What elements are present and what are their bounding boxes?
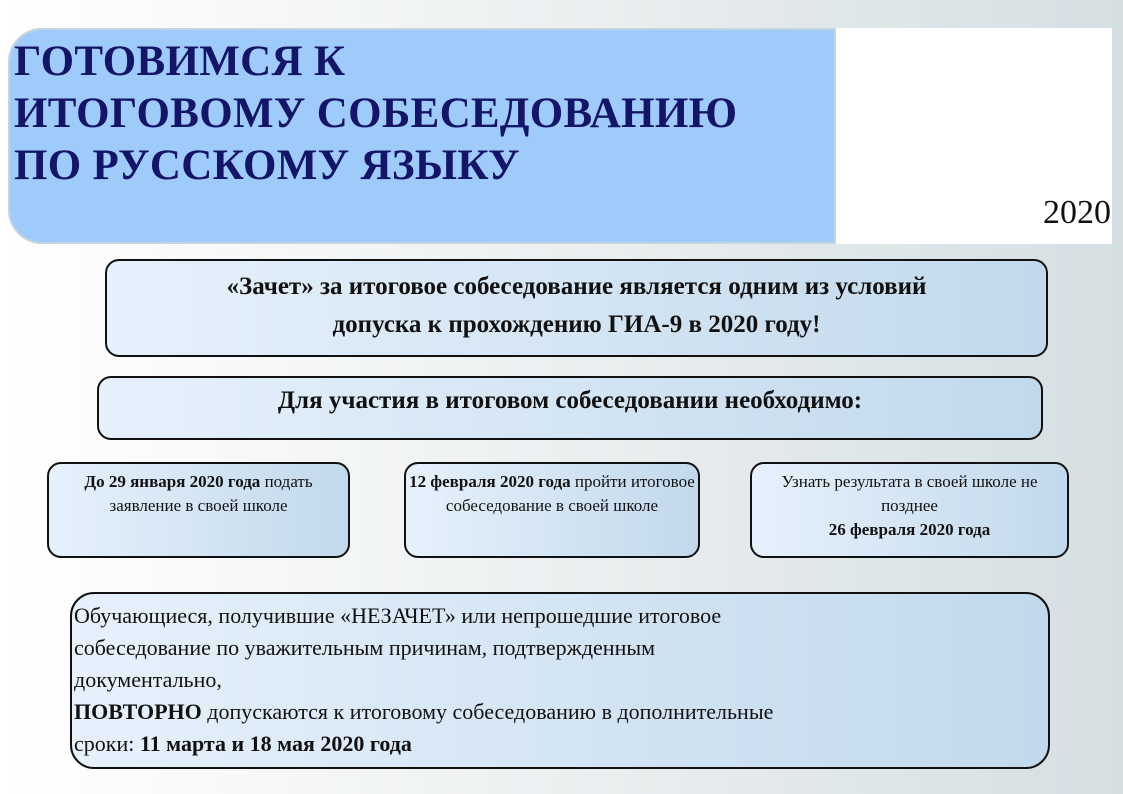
year-label: 2020: [1043, 194, 1111, 231]
retake-line-5: [74, 728, 1040, 760]
title-line-3: ПО РУССКОМУ ЯЗЫКУ: [14, 142, 520, 189]
retake-emphasis: ПОВТОРНО: [74, 699, 202, 724]
title-line-2: ИТОГОВОМУ СОБЕСЕДОВАНИЮ: [14, 90, 738, 137]
requirements-heading: Для участия в итоговом собеседовании необходимо:: [277, 387, 863, 414]
step-2-date: 12 февраля 2020 года: [409, 472, 571, 491]
retake-line-1: Обучающиеся, получившие «НЕЗАЧЕТ» или непрошедшие итоговое: [74, 603, 722, 628]
retake-line-3: документально,: [74, 667, 222, 692]
step-interview-box: [404, 462, 700, 558]
retake-line-2: собеседование по уважительным причинам, подтвержденным: [74, 635, 656, 660]
page-title: [14, 36, 737, 192]
retake-line-4: [74, 696, 1040, 728]
admission-line-2: допуска к прохождению ГИА-9 в 2020 году!: [332, 311, 821, 338]
retake-line-4-rest: допускаются к итоговому собеседованию в дополнительные: [201, 699, 774, 724]
step-1-date: До 29 января 2020 года: [84, 472, 261, 491]
step-3-text: Узнать результата в своей школе не позднее: [781, 472, 1038, 515]
retake-dates-prefix: сроки:: [74, 731, 140, 756]
step-3-date: 26 февраля 2020 года: [828, 520, 991, 539]
requirements-heading-box: [97, 376, 1043, 440]
step-results-box: [750, 462, 1069, 558]
admission-line-1: «Зачет» за итоговое собеседование является одним из условий: [226, 273, 927, 300]
step-application-box: [47, 462, 350, 558]
retake-info-box: [70, 592, 1050, 769]
step-2-text: пройти итоговое собеседование в своей школе: [445, 472, 695, 515]
admission-condition-box: [105, 259, 1048, 357]
step-1-text: подать заявление в своей школе: [109, 472, 313, 515]
retake-dates: 11 марта и 18 мая 2020 года: [139, 731, 412, 756]
title-line-1: ГОТОВИМСЯ К: [14, 38, 346, 85]
